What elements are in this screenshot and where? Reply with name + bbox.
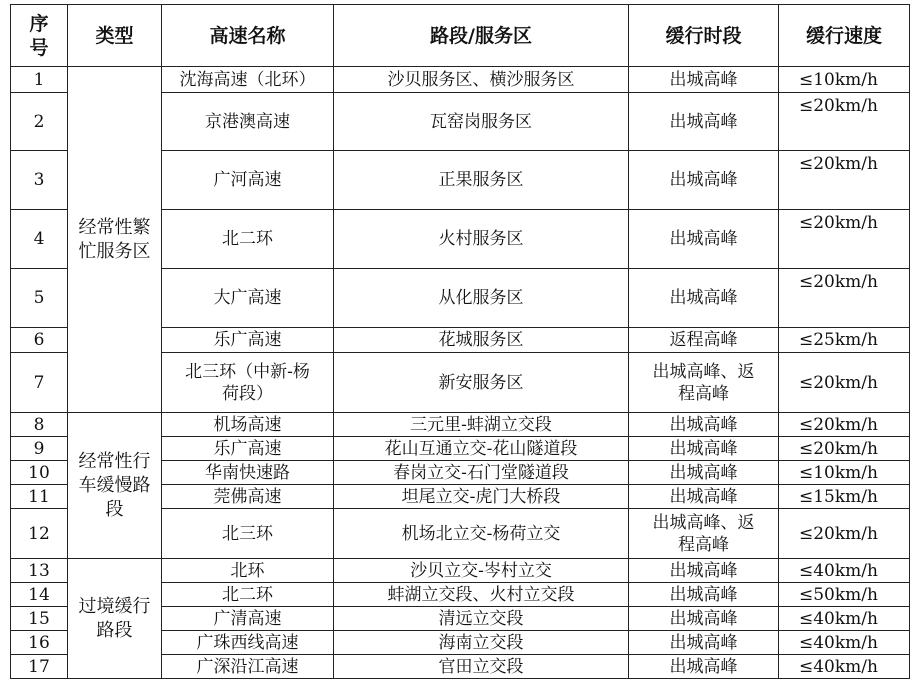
highway-name: 广河高速 xyxy=(162,151,334,210)
congestion-time: 出城高峰 xyxy=(629,559,779,583)
row-index: 5 xyxy=(11,269,68,328)
row-index: 10 xyxy=(11,461,68,485)
section-name: 花山互通立交-花山隧道段 xyxy=(334,437,629,461)
congestion-speed: ≤40km/h xyxy=(779,559,910,583)
congestion-time: 出城高峰 xyxy=(629,655,779,679)
congestion-speed: ≤25km/h xyxy=(779,328,910,353)
section-name: 官田立交段 xyxy=(334,655,629,679)
highway-name: 大广高速 xyxy=(162,269,334,328)
highway-name: 广珠西线高速 xyxy=(162,631,334,655)
congestion-time: 出城高峰 xyxy=(629,583,779,607)
row-index: 14 xyxy=(11,583,68,607)
table-header-row xyxy=(11,5,910,67)
congestion-time: 出城高峰 xyxy=(629,461,779,485)
section-name: 从化服务区 xyxy=(334,269,629,328)
congestion-speed: ≤40km/h xyxy=(779,655,910,679)
congestion-time: 出城高峰 xyxy=(629,151,779,210)
header-index: 序号 xyxy=(11,5,68,67)
row-index: 4 xyxy=(11,210,68,269)
congestion-time: 出城高峰 xyxy=(629,437,779,461)
highway-name: 广深沿江高速 xyxy=(162,655,334,679)
header-type: 类型 xyxy=(68,5,162,67)
header-time: 缓行时段 xyxy=(629,5,779,67)
congestion-speed: ≤40km/h xyxy=(779,607,910,631)
congestion-time: 出城高峰 xyxy=(629,631,779,655)
section-name: 春岗立交-石门堂隧道段 xyxy=(334,461,629,485)
section-name: 坦尾立交-虎门大桥段 xyxy=(334,485,629,509)
row-index: 7 xyxy=(11,353,68,413)
section-name: 三元里-蚌湖立交段 xyxy=(334,413,629,437)
highway-name: 乐广高速 xyxy=(162,328,334,353)
congestion-table xyxy=(10,4,910,679)
congestion-time: 出城高峰 xyxy=(629,485,779,509)
row-index: 1 xyxy=(11,67,68,93)
congestion-speed: ≤10km/h xyxy=(779,67,910,93)
congestion-speed: ≤20km/h xyxy=(779,509,910,559)
section-name: 海南立交段 xyxy=(334,631,629,655)
header-speed: 缓行速度 xyxy=(779,5,910,67)
section-name: 清远立交段 xyxy=(334,607,629,631)
table-row xyxy=(11,559,910,583)
congestion-time: 出城高峰、返程高峰 xyxy=(629,353,779,413)
highway-name: 莞佛高速 xyxy=(162,485,334,509)
highway-name: 北二环 xyxy=(162,210,334,269)
section-name: 蚌湖立交段、火村立交段 xyxy=(334,583,629,607)
row-index: 12 xyxy=(11,509,68,559)
congestion-time: 出城高峰、返程高峰 xyxy=(629,509,779,559)
highway-name: 北三环 xyxy=(162,509,334,559)
congestion-speed: ≤10km/h xyxy=(779,461,910,485)
row-index: 17 xyxy=(11,655,68,679)
section-name: 火村服务区 xyxy=(334,210,629,269)
row-index: 9 xyxy=(11,437,68,461)
congestion-speed: ≤20km/h xyxy=(779,93,910,151)
congestion-speed: ≤20km/h xyxy=(779,413,910,437)
highway-name: 沈海高速（北环） xyxy=(162,67,334,93)
congestion-speed: ≤20km/h xyxy=(779,437,910,461)
congestion-time: 出城高峰 xyxy=(629,210,779,269)
table-row xyxy=(11,413,910,437)
highway-name: 机场高速 xyxy=(162,413,334,437)
section-name: 机场北立交-杨荷立交 xyxy=(334,509,629,559)
row-index: 15 xyxy=(11,607,68,631)
row-index: 2 xyxy=(11,93,68,151)
row-index: 11 xyxy=(11,485,68,509)
table-row xyxy=(11,67,910,93)
congestion-speed: ≤15km/h xyxy=(779,485,910,509)
section-name: 瓦窑岗服务区 xyxy=(334,93,629,151)
congestion-speed: ≤20km/h xyxy=(779,151,910,210)
row-index: 13 xyxy=(11,559,68,583)
congestion-time: 出城高峰 xyxy=(629,413,779,437)
highway-name: 京港澳高速 xyxy=(162,93,334,151)
highway-name: 广清高速 xyxy=(162,607,334,631)
congestion-speed: ≤50km/h xyxy=(779,583,910,607)
congestion-time: 出城高峰 xyxy=(629,93,779,151)
category-slow-traffic-section: 经常性行车缓慢路段 xyxy=(68,413,162,559)
section-name: 沙贝服务区、横沙服务区 xyxy=(334,67,629,93)
section-name: 新安服务区 xyxy=(334,353,629,413)
section-name: 花城服务区 xyxy=(334,328,629,353)
header-highway: 高速名称 xyxy=(162,5,334,67)
highway-name: 北二环 xyxy=(162,583,334,607)
category-busy-service-area: 经常性繁忙服务区 xyxy=(68,67,162,413)
row-index: 16 xyxy=(11,631,68,655)
congestion-time: 出城高峰 xyxy=(629,67,779,93)
congestion-time: 出城高峰 xyxy=(629,607,779,631)
highway-name: 北三环（中新-杨荷段） xyxy=(162,353,334,413)
congestion-speed: ≤20km/h xyxy=(779,353,910,413)
section-name: 沙贝立交-岑村立交 xyxy=(334,559,629,583)
congestion-speed: ≤20km/h xyxy=(779,269,910,328)
highway-name: 乐广高速 xyxy=(162,437,334,461)
highway-name: 北环 xyxy=(162,559,334,583)
row-index: 8 xyxy=(11,413,68,437)
row-index: 3 xyxy=(11,151,68,210)
congestion-time: 返程高峰 xyxy=(629,328,779,353)
header-section: 路段/服务区 xyxy=(334,5,629,67)
congestion-speed: ≤40km/h xyxy=(779,631,910,655)
highway-name: 华南快速路 xyxy=(162,461,334,485)
category-transit-slow-section: 过境缓行路段 xyxy=(68,559,162,679)
congestion-time: 出城高峰 xyxy=(629,269,779,328)
section-name: 正果服务区 xyxy=(334,151,629,210)
congestion-speed: ≤20km/h xyxy=(779,210,910,269)
row-index: 6 xyxy=(11,328,68,353)
